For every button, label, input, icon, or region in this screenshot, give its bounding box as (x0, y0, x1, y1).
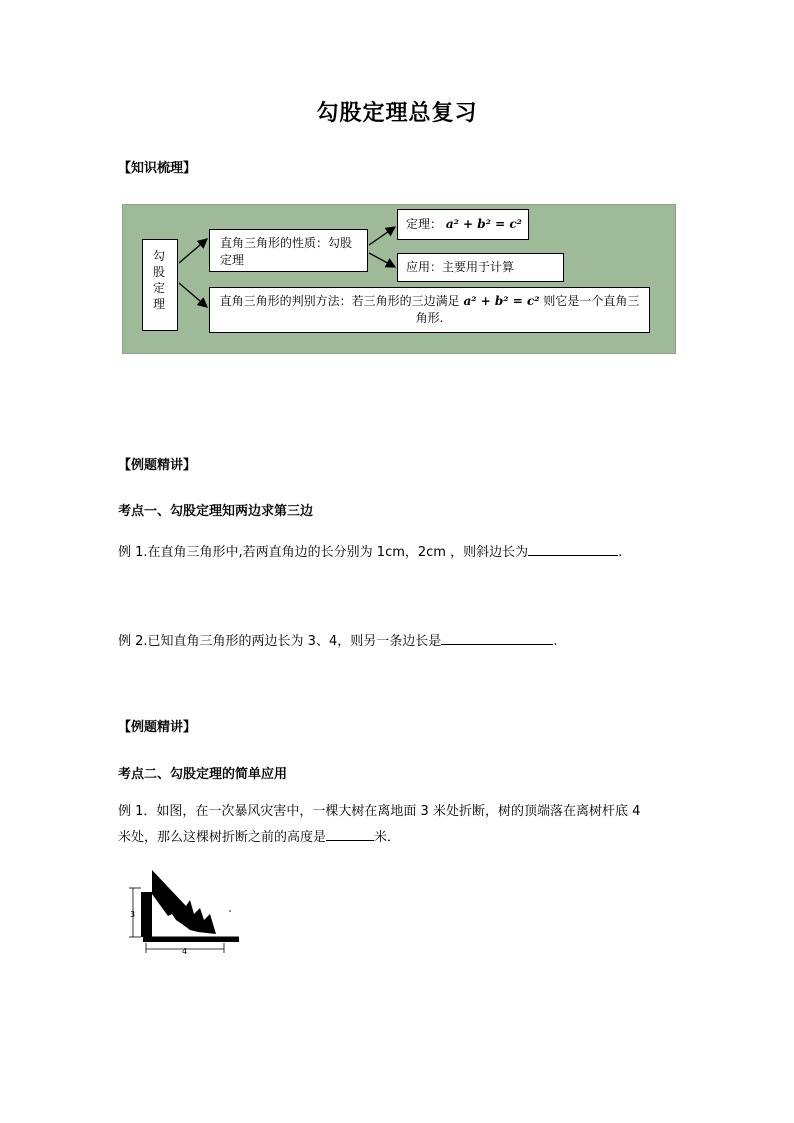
application-example-line-1: 例 1．如图，在一次暴风灾害中，一棵大树在离地面 3 米处折断，树的顶端落在离树杆底 4 (118, 804, 641, 819)
concept-root-label: 勾股定理 (153, 249, 166, 311)
concept-map (122, 204, 676, 354)
page-title: 勾股定理总复习 (316, 100, 478, 126)
arrow-property-to-application (369, 253, 395, 267)
section-examples-heading-1: 【例题精讲】 (118, 458, 197, 473)
topic-1-heading: 考点一、勾股定理知两边求第三边 (118, 504, 314, 519)
example-1-end: . (618, 545, 623, 560)
theorem-label: 定理： (406, 217, 443, 231)
judge-text-1: 直角三角形的判别方法：若三角形的三边满足 (219, 294, 460, 308)
section-examples-heading-2: 【例题精讲】 (118, 720, 197, 735)
height-label: 3 (130, 910, 136, 919)
application-answer-blank[interactable] (326, 826, 374, 841)
property-label: 直角三角形的性质：勾股定理 (220, 236, 353, 267)
example-2-text: 例 2.已知直角三角形的两边长为 3、4，则另一条边长是 (118, 634, 442, 649)
application-node (397, 253, 564, 282)
application-example-end: 米． (374, 830, 401, 845)
broken-tree-diagram (128, 864, 248, 956)
property-node (209, 229, 368, 272)
section-knowledge-heading: 【知识梳理】 (118, 161, 197, 176)
example-2-answer-blank[interactable] (441, 630, 553, 645)
arrow-property-to-theorem (369, 227, 395, 245)
concept-root-node (142, 239, 178, 331)
tree-crown (152, 870, 216, 934)
example-1-text: 例 1.在直角三角形中,若两直角边的长分别为 1cm，2cm ，则斜边长为 (118, 545, 529, 560)
example-2-question (118, 629, 557, 655)
judge-text-2: 则它是一个直角三角形. (415, 294, 640, 325)
application-label: 应用：主要用于计算 (406, 260, 515, 274)
topic-2-heading: 考点二、勾股定理的简单应用 (118, 767, 288, 782)
arrow-root-to-judge (179, 283, 207, 307)
example-1-answer-blank[interactable] (528, 541, 618, 556)
theorem-formula: a² + b² = c² (445, 217, 522, 231)
ground (143, 937, 239, 942)
application-example-line-2 (118, 825, 400, 851)
application-example-text: 米处，那么这棵树折断之前的高度是 (118, 830, 327, 845)
example-2-end: . (553, 634, 558, 649)
judge-formula: a² + b² = c² (463, 294, 540, 308)
tree-trunk (141, 892, 152, 937)
theorem-node (397, 209, 529, 240)
arrow-root-to-property (179, 239, 207, 263)
distance-label: 4 (182, 947, 188, 956)
judge-node (209, 287, 650, 333)
example-1-question (118, 540, 622, 566)
broken-tree-figure (128, 864, 248, 960)
